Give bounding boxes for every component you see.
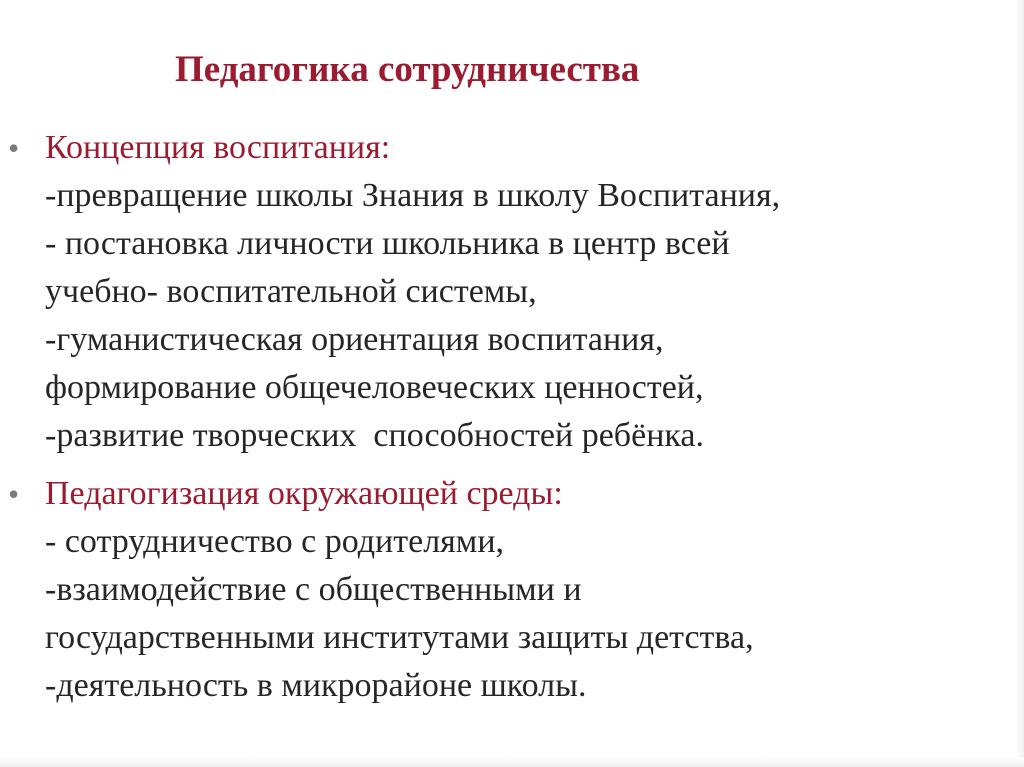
bullet-line: -развитие творческих способностей ребёнка. bbox=[45, 417, 704, 454]
bullet-line: формирование общечеловеческих ценностей, bbox=[45, 369, 704, 406]
bullet-line: -превращение школы Знания в школу Воспитания, bbox=[45, 177, 781, 214]
bullet-heading: Педагогизация окружающей среды: bbox=[45, 475, 563, 512]
slide-title: Педагогика сотрудничества bbox=[175, 49, 640, 90]
bullet-heading: Концепция воспитания: bbox=[45, 129, 391, 166]
slide-frame-right bbox=[1016, 0, 1024, 767]
bullet-marker: • bbox=[8, 130, 20, 166]
bullet-line: -деятельность в микрорайоне школы. bbox=[45, 667, 587, 704]
bullet-line: -взаимодействие с общественными и bbox=[45, 571, 582, 608]
slide-frame-bottom bbox=[0, 757, 1024, 767]
bullet-line: учебно- воспитательной системы, bbox=[45, 273, 537, 310]
bullet-line: - сотрудничество с родителями, bbox=[45, 523, 505, 560]
bullet-line: -гуманистическая ориентация воспитания, bbox=[45, 321, 664, 358]
bullet-line: - постановка личности школьника в центр всей bbox=[45, 225, 730, 262]
bullet-line: государственными институтами защиты детства, bbox=[45, 619, 754, 656]
bullet-marker: • bbox=[8, 476, 20, 512]
